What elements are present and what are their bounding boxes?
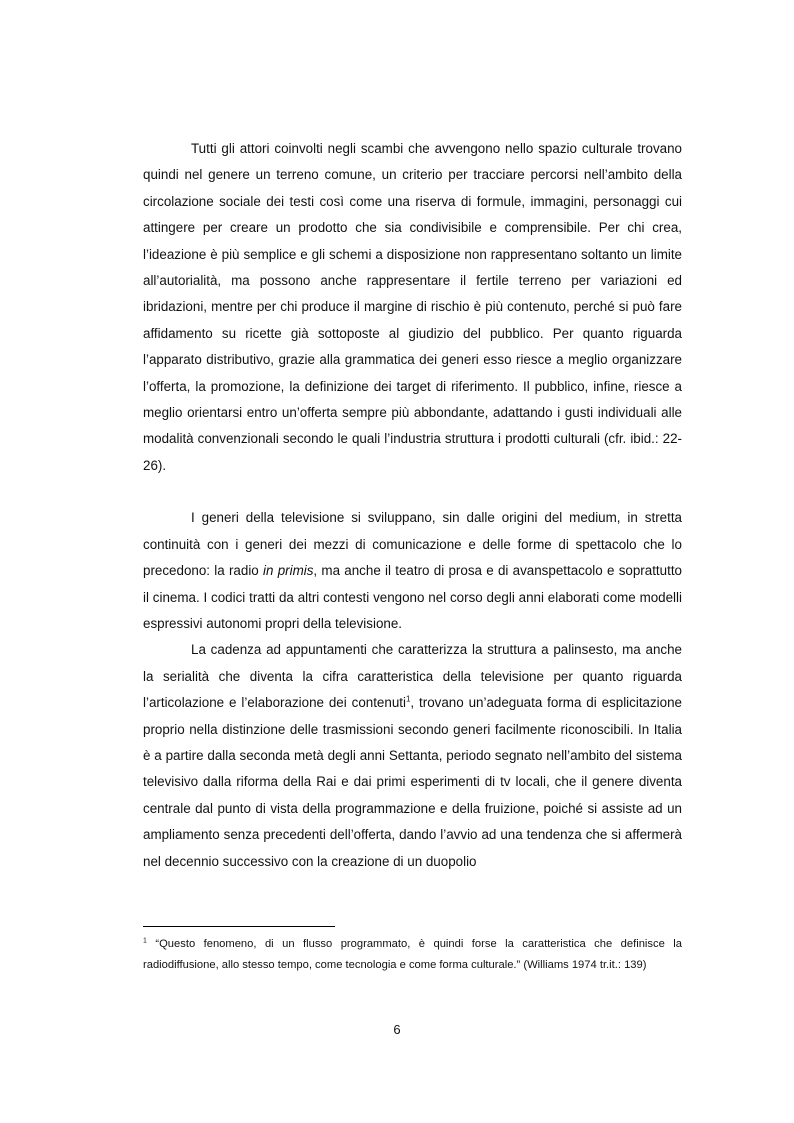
footnote bbox=[143, 934, 682, 976]
paragraph-genre-actors: Tutti gli attori coinvolti negli scambi che avvengono nello spazio culturale trovano quindi nel genere un terreno comune, un criterio per tracciare percorsi nell’ambito della circolazione sociale dei testi così come una riserva di formule, immagini, personaggi cui attingere per creare un prodotto che sia condivisibile e comprensibile. Per chi crea, l’ideazione è più semplice e gli schemi a disposizione non rappresentano soltanto un limite all’autorialità, ma possono anche rappresentare il fertile terreno per variazioni ed ibridazioni, mentre per chi produce il margine di rischio è più contenuto, perché si può fare affidamento su ricette già sottoposte al giudizio del pubblico. Per quanto riguarda l’apparato distributivo, grazie alla grammatica dei generi esso riesce a meglio organizzare l’offerta, la promozione, la definizione dei target di riferimento. Il pubblico, infine, riesce a meglio orientarsi entro un’offerta sempre più abbondante, adattando i gusti individuali alle modalità convenzionali secondo le quali l’industria struttura i prodotti culturali (cfr. ibid.: 22-26). bbox=[143, 141, 682, 473]
footnote-separator bbox=[143, 926, 335, 927]
footnote-marker: 1 bbox=[143, 937, 147, 945]
page-number: 6 bbox=[393, 1022, 401, 1037]
paragraph-text: , ma anche il teatro di prosa e di avanspettacolo e soprattutto il cinema. I codici tratti da altri contesti vengono nel corso degli anni elaborati come modelli espressivi autonomi propri della televisione. bbox=[143, 563, 682, 631]
paragraph-text: La cadenza ad appuntamenti che caratterizza la struttura a palinsesto, ma anche la serialità che diventa la cifra caratteristica della televisione per quanto riguarda l’articolazione e l’elaborazione dei contenuti bbox=[143, 642, 682, 711]
paragraph-tv-genres-origins bbox=[143, 505, 682, 637]
paragraph-text: , trovano un’adeguata forma di esplicitazione proprio nella distinzione delle trasmissioni secondo generi facilmente riconoscibili. In Italia è a partire dalla seconda metà degli anni Settanta, periodo segnato nell’ambito del sistema televisivo dalla riforma della Rai e dai primi esperimenti di tv locali, che il genere diventa centrale dal punto di vista della programmazione e della fruizione, poiché si assiste ad un ampliamento senza precedenti dell’offerta, dando l’avvio ad una tendenza che si affermerà nel decennio successivo con la creazione di un duopolio bbox=[143, 695, 682, 869]
paragraph-palinsesto bbox=[143, 637, 682, 875]
page-body bbox=[143, 136, 682, 875]
footnote-text: “Questo fenomeno, di un flusso programmato, è quindi forse la caratteristica che definisce la radiodiffusione, allo stesso tempo, come tecnologia e come forma culturale.” (Williams 1974 tr.it.: 139) bbox=[143, 938, 682, 971]
italic-phrase: in primis bbox=[263, 563, 314, 579]
paragraph-text: I generi della televisione si sviluppano, sin dalle origini del medium, in stretta continuità con i generi dei mezzi di comunicazione e delle forme di spettacolo che lo precedono: la radio bbox=[143, 510, 682, 579]
footnote-reference[interactable]: 1 bbox=[405, 694, 411, 704]
